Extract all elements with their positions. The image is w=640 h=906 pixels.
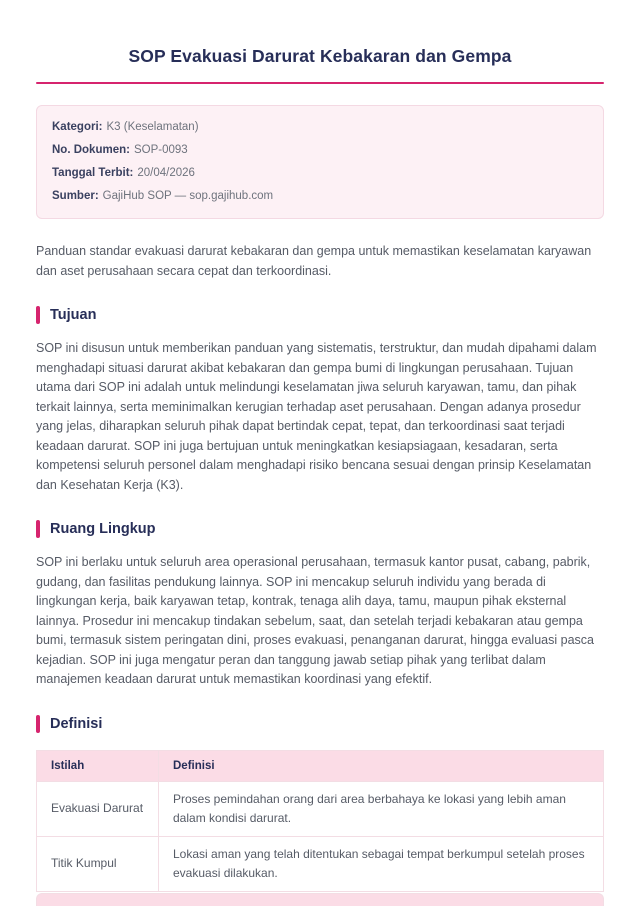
next-table-header-cutoff <box>36 893 604 906</box>
table-row <box>37 781 604 836</box>
meta-row-kategori <box>52 116 588 139</box>
table-row <box>37 836 604 891</box>
section-tujuan <box>36 306 604 495</box>
document-meta-box <box>36 105 604 219</box>
sop-document-page <box>36 0 604 892</box>
definition-cell: Lokasi aman yang telah ditentukan sebagai tempat berkumpul setelah proses evakuasi dilakukan. <box>159 836 604 891</box>
table-header-row <box>37 750 604 781</box>
meta-value: GajiHub SOP — sop.gajihub.com <box>102 190 274 202</box>
section-heading-definisi <box>36 715 604 733</box>
intro-paragraph: Panduan standar evakuasi darurat kebakaran dan gempa untuk memastikan keselamatan karyawan dan aset perusahaan secara cepat dan terkoordinasi. <box>36 244 592 278</box>
meta-row-tanggal-terbit <box>52 162 588 185</box>
term-cell: Evakuasi Darurat <box>37 781 159 836</box>
title-divider <box>36 82 604 84</box>
section-paragraph: SOP ini disusun untuk memberikan panduan yang sistematis, terstruktur, dan mudah dipahami dalam menghadapi situasi darurat akibat kebakaran dan gempa bumi di lingkungan perusahaan. Tujuan utama dari SOP ini adalah untuk melindungi keselamatan jiwa seluruh karyawan, tamu, dan pihak terkait lainnya, serta meminimalkan kerugian terhadap aset perusahaan. Dengan adanya prosedur yang jelas, diharapkan seluruh pihak dapat bertindak cepat, tepat, dan terkoordinasi saat terjadi keadaan darurat. SOP ini juga bertujuan untuk meningkatkan kesiapsiagaan, kesadaran, serta kompetensi seluruh personel dalam menghadapi risiko bencana sesuai dengan prinsip Keselamatan dan Kesehatan Kerja (K3). <box>36 341 597 492</box>
meta-row-no-dokumen <box>52 139 588 162</box>
meta-row-sumber <box>52 185 588 208</box>
section-heading-label: Ruang Lingkup <box>50 521 156 537</box>
term-cell: Titik Kumpul <box>37 836 159 891</box>
meta-value: K3 (Keselamatan) <box>106 121 199 133</box>
page-title: SOP Evakuasi Darurat Kebakaran dan Gempa <box>128 46 512 66</box>
section-heading-ruang-lingkup <box>36 520 604 538</box>
meta-label: No. Dokumen: <box>52 144 130 156</box>
definitions-table <box>36 750 604 892</box>
table-header-istilah: Istilah <box>37 750 159 781</box>
section-heading-tujuan <box>36 306 604 324</box>
definition-cell: Proses pemindahan orang dari area berbahaya ke lokasi yang lebih aman dalam kondisi darurat. <box>159 781 604 836</box>
heading-accent-bar <box>36 715 40 733</box>
meta-label: Tanggal Terbit: <box>52 167 134 179</box>
heading-accent-bar <box>36 520 40 538</box>
section-heading-label: Definisi <box>50 715 103 732</box>
meta-label: Sumber: <box>52 190 99 202</box>
heading-accent-bar <box>36 306 40 324</box>
section-ruang-lingkup <box>36 520 604 690</box>
section-definisi <box>36 715 604 892</box>
section-paragraph: SOP ini berlaku untuk seluruh area operasional perusahaan, termasuk kantor pusat, cabang, pabrik, gudang, dan fasilitas pendukung lainnya. SOP ini mencakup seluruh individu yang berada di lingkungan kerja, baik karyawan tetap, kontrak, tenaga alih daya, tamu, maupun pihak eksternal lainnya. Prosedur ini mencakup tindakan sebelum, saat, dan setelah terjadi kebakaran atau gempa bumi, termasuk sistem peringatan dini, proses evakuasi, penanganan darurat, hingga evaluasi pasca kejadian. SOP ini juga mengatur peran dan tanggung jawab setiap pihak yang terlibat dalam manajemen keadaan darurat untuk memastikan koordinasi yang efektif. <box>36 555 594 686</box>
section-heading-label: Tujuan <box>50 307 97 323</box>
meta-value: 20/04/2026 <box>137 167 195 179</box>
table-header-definisi: Definisi <box>159 750 604 781</box>
meta-label: Kategori: <box>52 121 103 133</box>
meta-value: SOP-0093 <box>133 144 188 156</box>
